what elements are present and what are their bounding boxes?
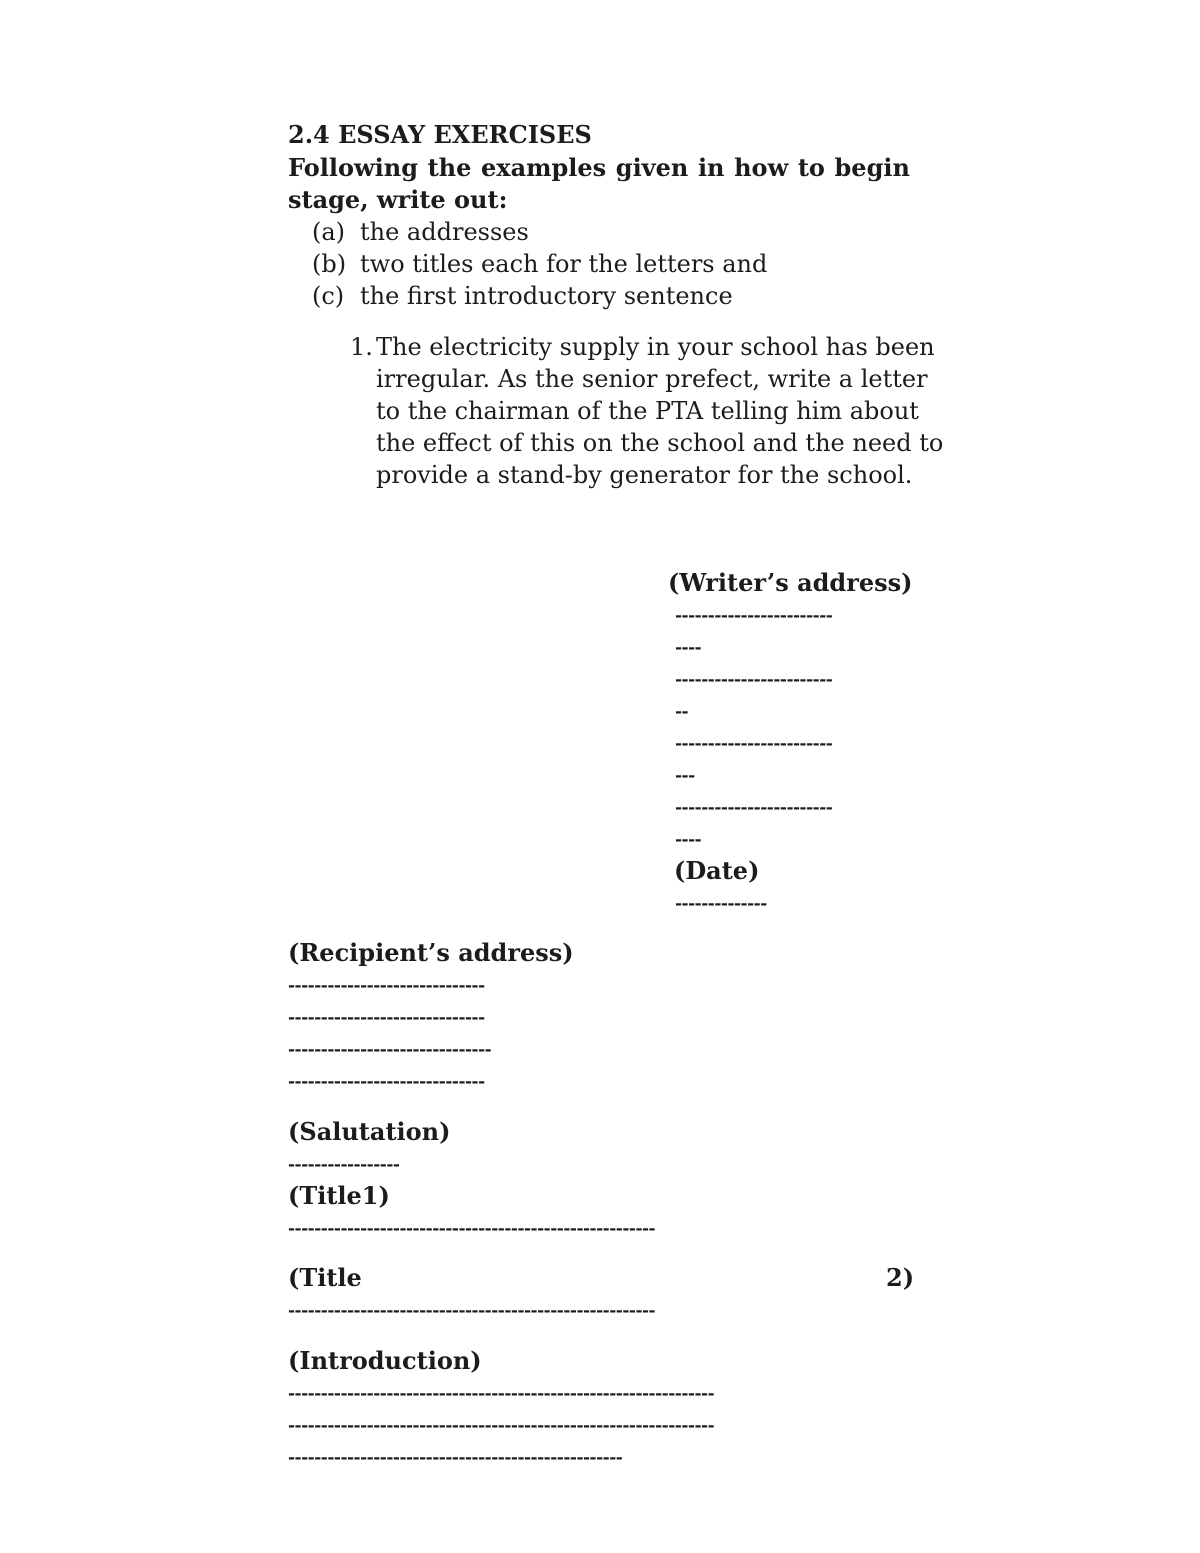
question-line: The electricity supply in your school has been bbox=[376, 333, 935, 361]
instruction-word: in bbox=[697, 153, 725, 182]
task-text: two titles each for the letters and bbox=[360, 250, 768, 278]
recipient-address-line: ------------------------------- bbox=[288, 1040, 492, 1060]
writer-address-line: -- bbox=[675, 702, 689, 722]
salutation-label: (Salutation) bbox=[288, 1117, 451, 1146]
instruction-line-1 bbox=[288, 152, 910, 184]
writer-address-label: (Writer’s address) bbox=[668, 568, 913, 597]
task-label: (b) bbox=[312, 250, 347, 278]
question-line: to the chairman of the PTA telling him about bbox=[376, 397, 919, 425]
introduction-line: ----------------------------------------------------------------- bbox=[288, 1416, 715, 1436]
date-label: (Date) bbox=[674, 856, 760, 885]
writer-address-line: ------------------------ bbox=[675, 670, 833, 690]
title2-number: 2) bbox=[886, 1263, 915, 1292]
recipient-address-line: ------------------------------ bbox=[288, 976, 485, 996]
instruction-word: the bbox=[427, 153, 472, 182]
introduction-line: --------------------------------------------------- bbox=[288, 1448, 623, 1468]
writer-address-line: ---- bbox=[675, 830, 702, 850]
task-text: the first introductory sentence bbox=[360, 282, 733, 310]
introduction-label: (Introduction) bbox=[288, 1346, 482, 1375]
instruction-word: to bbox=[797, 153, 825, 182]
question-number: 1. bbox=[350, 333, 373, 361]
title1-label: (Title1) bbox=[288, 1181, 390, 1210]
title2-label: (Title bbox=[288, 1263, 362, 1292]
instruction-word: Following bbox=[288, 153, 418, 182]
question-line: provide a stand-by generator for the school. bbox=[376, 461, 913, 489]
title2-line: -------------------------------------------------------- bbox=[288, 1301, 656, 1321]
introduction-line: ----------------------------------------------------------------- bbox=[288, 1384, 715, 1404]
writer-address-line: ---- bbox=[675, 638, 702, 658]
recipient-address-line: ------------------------------ bbox=[288, 1072, 485, 1092]
instruction-line-2: stage, write out: bbox=[288, 185, 508, 214]
task-text: the addresses bbox=[360, 218, 529, 246]
recipient-address-line: ------------------------------ bbox=[288, 1008, 485, 1028]
task-label: (a) bbox=[312, 218, 346, 246]
question-line: the effect of this on the school and the need to bbox=[376, 429, 944, 457]
instruction-word: given bbox=[615, 153, 689, 182]
writer-address-line: ------------------------ bbox=[675, 606, 833, 626]
task-label: (c) bbox=[312, 282, 345, 310]
title1-line: -------------------------------------------------------- bbox=[288, 1219, 656, 1239]
date-line: -------------- bbox=[675, 894, 767, 914]
recipient-address-label: (Recipient’s address) bbox=[288, 938, 574, 967]
instruction-word: examples bbox=[480, 153, 607, 182]
writer-address-line: ------------------------ bbox=[675, 734, 833, 754]
writer-address-line: ------------------------ bbox=[675, 798, 833, 818]
section-title: 2.4 ESSAY EXERCISES bbox=[288, 120, 592, 149]
writer-address-line: --- bbox=[675, 766, 695, 786]
instruction-word: how bbox=[734, 153, 789, 182]
instruction-word: begin bbox=[834, 153, 910, 182]
question-line: irregular. As the senior prefect, write a letter bbox=[376, 365, 928, 393]
salutation-line: ----------------- bbox=[288, 1155, 400, 1175]
